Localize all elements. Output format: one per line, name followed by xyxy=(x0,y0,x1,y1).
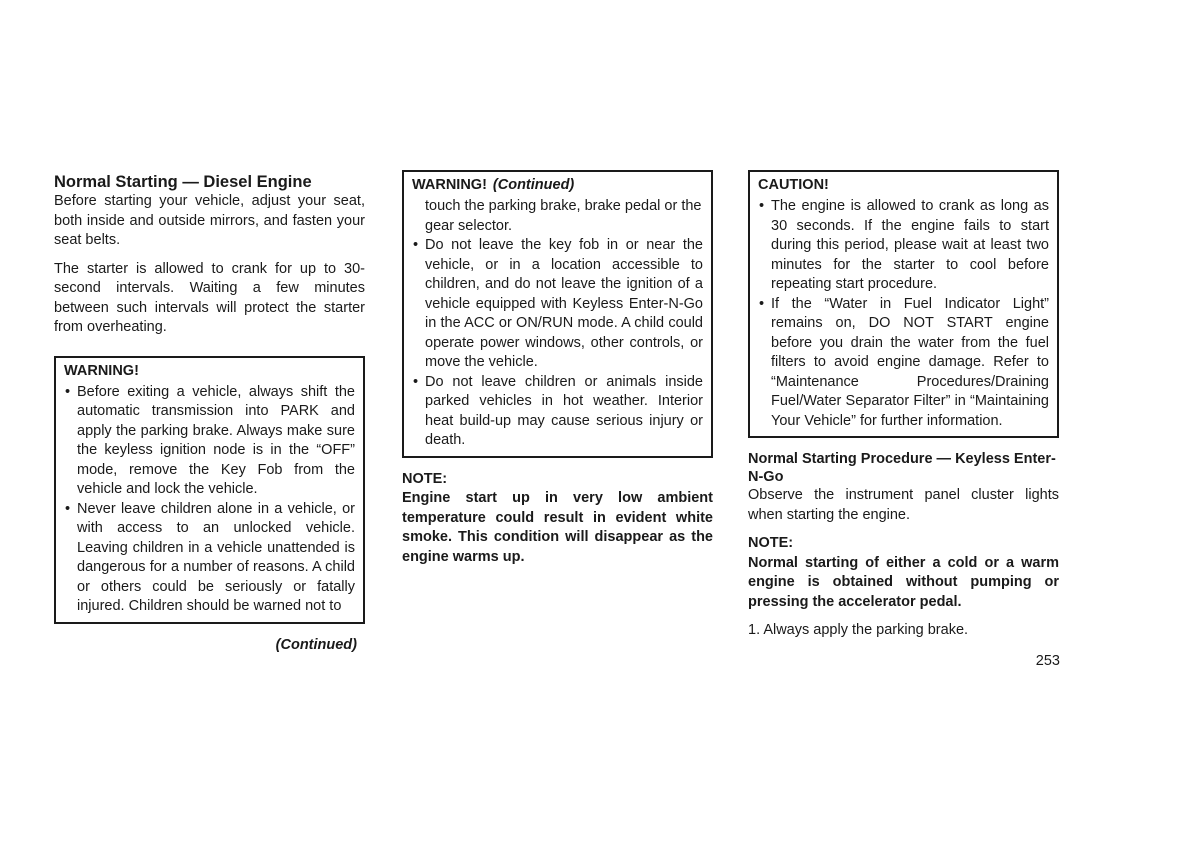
column-middle xyxy=(402,170,713,567)
paragraph: The starter is allowed to crank for up to 30-second intervals. Waiting a few minutes between such intervals will protect the starter from overheating. xyxy=(54,260,365,335)
paragraph: Observe the instrument panel cluster lights when starting the engine. xyxy=(748,487,1059,523)
subsection-heading: Normal Starting Procedure — Keyless Enter-N-Go xyxy=(748,451,1056,485)
warning-bullet: • Before exiting a vehicle, always shift the automatic transmission into PARK and apply the parking brake. Always make sure the keyless ignition node is in the “OFF” mode, remove the Key Fob from the vehicle and lock the vehicle. xyxy=(64,383,355,500)
warning-box xyxy=(54,356,365,624)
page-number: 253 xyxy=(1035,653,1060,669)
paragraph: Before starting your vehicle, adjust your seat, both inside and outside mirrors, and fasten your seat belts. xyxy=(54,193,365,248)
warning-continued-text: touch the parking brake, brake pedal or the gear selector. xyxy=(425,198,702,234)
warning-bullet: • Never leave children alone in a vehicle, or with access to an unlocked vehicle. Leaving children in a vehicle unattended is dangerous for a number of reasons. A child or others could be seriously or fatally injured. Children should be warned not to xyxy=(64,500,355,617)
section-heading: Normal Starting — Diesel Engine xyxy=(54,173,312,191)
step-item: 1. Always apply the parking brake. xyxy=(748,622,969,638)
caution-bullet: • If the “Water in Fuel Indicator Light” remains on, DO NOT START engine before you drain the water from the fuel filters to avoid engine damage. Refer to “Maintenance Procedures/Draining Fuel/Water Separator Filter” in “Maintaining Your Vehicle” for further information. xyxy=(758,295,1049,432)
warning-title: WARNING! xyxy=(64,362,139,379)
warning-box xyxy=(402,170,713,458)
warning-title-text: WARNING! xyxy=(412,177,487,193)
warning-bullet: • Do not leave the key fob in or near the vehicle, or in a location accessible to children, and do not leave the ignition of a vehicle equipped with Keyless Enter-N-Go in the ACC or ON/RUN mode. A child could operate power windows, other controls, or move the vehicle. xyxy=(412,236,703,373)
warning-bullet: • Do not leave children or animals inside parked vehicles in hot weather. Interior heat build-up may cause serious injury or death. xyxy=(412,373,703,451)
caution-list xyxy=(758,197,1049,431)
note-text: Normal starting of either a cold or a warm engine is obtained without pumping or pressing the accelerator pedal. xyxy=(748,554,1059,610)
note-label: NOTE: xyxy=(402,470,448,487)
caution-bullet: • The engine is allowed to crank as long as 30 seconds. If the engine fails to start during this period, please wait at least two minutes for the starter to cool before repeating start procedure. xyxy=(758,197,1049,295)
warning-title xyxy=(412,175,703,195)
warning-list xyxy=(412,236,703,451)
caution-box xyxy=(748,170,1059,438)
note-label: NOTE: xyxy=(748,535,794,551)
continued-label: (Continued) xyxy=(275,636,357,653)
column-right xyxy=(748,170,1059,641)
caution-title: CAUTION! xyxy=(758,177,829,193)
column-left xyxy=(54,170,365,655)
note-text: Engine start up in very low ambient temperature could result in evident white smoke. This condition will disappear as the engine warms up. xyxy=(402,490,713,565)
warning-continued-label: (Continued) xyxy=(492,177,575,193)
warning-list xyxy=(64,383,355,617)
